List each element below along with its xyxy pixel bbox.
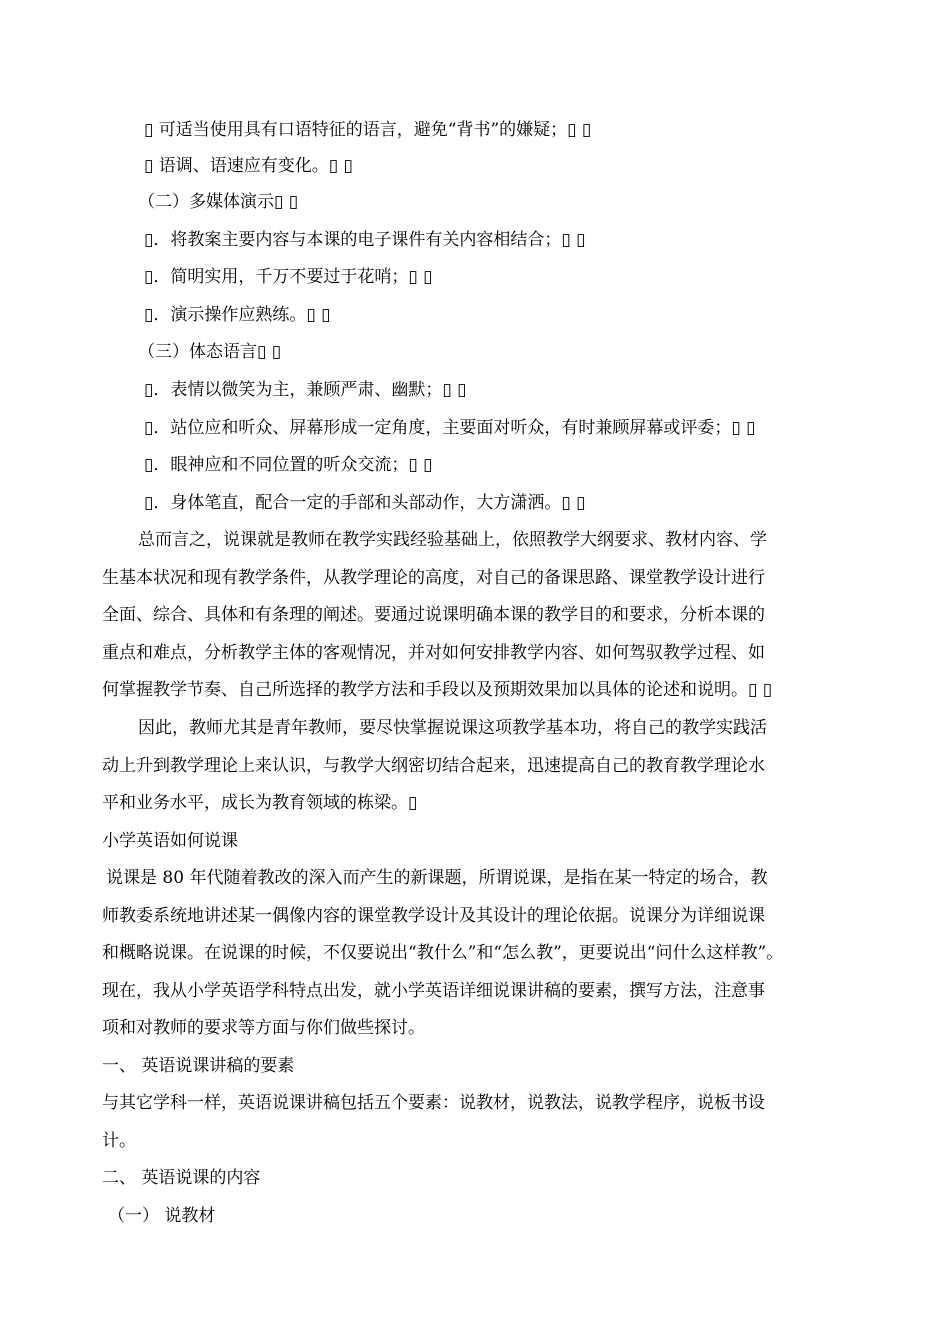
paragraph-line: 计。 — [102, 1131, 136, 1151]
list-item: ▯．演示操作应熟练。▯ ▯ — [144, 305, 331, 325]
section-heading: 一、 英语说课讲稿的要素 — [102, 1056, 295, 1076]
paragraph-line: 平和业务水平，成长为教育领域的栋梁。▯ — [102, 793, 418, 813]
section-heading: （一） 说教材 — [108, 1206, 216, 1226]
paragraph-line: 何掌握教学节奏、自己所选择的教学方法和手段以及预期效果加以具体的论述和说明。▯ ▯ — [102, 680, 773, 700]
section-heading: 二、 英语说课的内容 — [102, 1168, 261, 1188]
list-item: ▯．将教案主要内容与本课的电子课件有关内容相结合；▯ ▯ — [144, 230, 586, 250]
page-title: 小学英语如何说课 — [102, 831, 238, 851]
list-item: ▯．眼神应和不同位置的听众交流；▯ ▯ — [144, 455, 433, 475]
paragraph-line: 现在，我从小学英语学科特点出发，就小学英语详细说课讲稿的要素，撰写方法，注意事 — [102, 981, 765, 1001]
paragraph-line: 和概略说课。在说课的时候，不仅要说出“教什么”和“怎么教”，更要说出“问什么这样教”。 — [102, 943, 784, 963]
paragraph-line: 师教委系统地讲述某一偶像内容的课堂教学设计及其设计的理论依据。说课分为详细说课 — [102, 906, 765, 926]
list-item: ▯．站位应和听众、屏幕形成一定角度，主要面对听众，有时兼顾屏幕或评委；▯ ▯ — [144, 418, 756, 438]
section-heading: （二）多媒体演示▯ ▯ — [138, 192, 299, 212]
paragraph-line: 项和对教师的要求等方面与你们做些探讨。 — [102, 1018, 425, 1038]
text-line: ▯ 可适当使用具有口语特征的语言，避免“背书”的嫌疑；▯ ▯ — [144, 120, 592, 140]
text-line: ▯ 语调、语速应有变化。▯ ▯ — [144, 156, 353, 176]
paragraph-line: 生基本状况和现有教学条件，从教学理论的高度，对自己的备课思路、课堂教学设计进行 — [102, 568, 765, 588]
paragraph-line: 说课是 80 年代随着教改的深入而产生的新课题，所谓说课，是指在某一特定的场合，教 — [106, 868, 768, 888]
list-item: ▯．表情以微笑为主，兼顾严肃、幽默；▯ ▯ — [144, 380, 467, 400]
list-item: ▯．简明实用，千万不要过于花哨；▯ ▯ — [144, 267, 433, 287]
list-item: ▯．身体笔直，配合一定的手部和头部动作，大方潇洒。▯ ▯ — [144, 493, 586, 513]
paragraph-line: 因此，教师尤其是青年教师，要尽快掌握说课这项教学基本功，将自己的教学实践活 — [138, 718, 767, 738]
section-heading: （三）体态语言▯ ▯ — [138, 342, 282, 362]
paragraph-line: 总而言之，说课就是教师在教学实践经验基础上，依照教学大纲要求、教材内容、学 — [138, 530, 767, 550]
paragraph-line: 全面、综合、具体和有条理的阐述。要通过说课明确本课的教学目的和要求，分析本课的 — [102, 605, 765, 625]
paragraph-line: 重点和难点，分析教学主体的客观情况，并对如何安排教学内容、如何驾驭教学过程、如 — [102, 643, 765, 663]
paragraph-line: 与其它学科一样，英语说课讲稿包括五个要素：说教材，说教法，说教学程序，说板书设 — [102, 1093, 765, 1113]
paragraph-line: 动上升到教学理论上来认识，与教学大纲密切结合起来，迅速提高自己的教育教学理论水 — [102, 756, 765, 776]
